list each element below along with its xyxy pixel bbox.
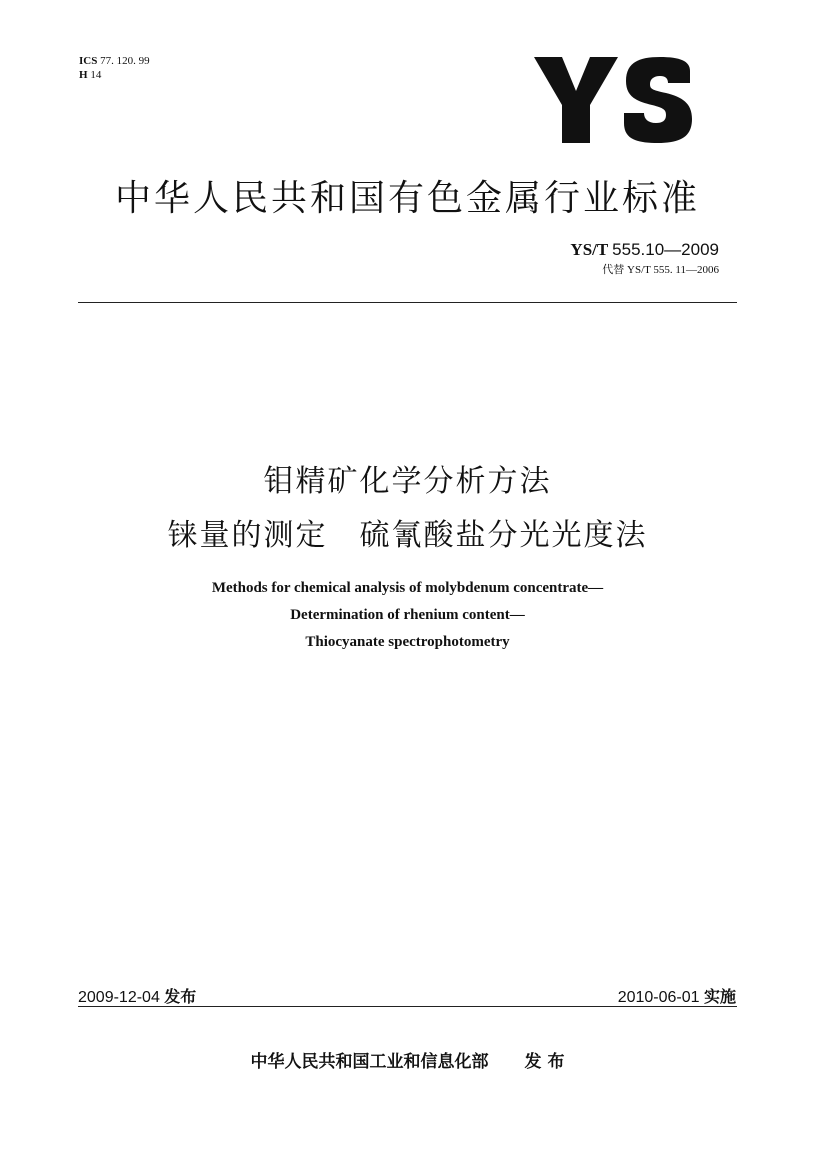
issue-label: 发布 [164, 987, 197, 1006]
ics-label: ICS [79, 55, 98, 67]
standard-digits: 555.10—2009 [612, 240, 719, 259]
issuer-name: 中华人民共和国工业和信息化部 [250, 1052, 489, 1072]
ccs-line [79, 68, 150, 82]
title-cn-line2: 铼量的测定 硫氰酸盐分光光度法 [167, 518, 648, 553]
issue-date: 2009-12-04 [78, 989, 160, 1006]
ics-line [79, 54, 150, 68]
effective-date-block [618, 984, 736, 1007]
standard-number [570, 240, 719, 260]
issuer-line [0, 1047, 815, 1072]
ys-logo-text: YS [532, 55, 534, 56]
issuer-action: 发 布 [524, 1052, 565, 1072]
ys-logo [532, 55, 694, 145]
ccs-label: H [79, 69, 88, 81]
issue-date-block [78, 984, 196, 1007]
title-cn-line1: 钼精矿化学分析方法 [263, 464, 552, 499]
ccs-code: 14 [90, 69, 102, 81]
replaces-standard: 代替 YS/T 555. 11—2006 [602, 264, 719, 276]
standard-prefix: YS/T [570, 240, 608, 259]
classification-codes [79, 54, 150, 82]
page-title: 中华人民共和国有色金属行业标准 [114, 178, 700, 219]
effective-label: 实施 [703, 987, 736, 1006]
standard-number-block [570, 240, 719, 277]
ics-code: 77. 120. 99 [100, 55, 150, 67]
title-en-line1: Methods for chemical analysis of molybdenum concentrate— [211, 580, 604, 596]
title-en-line2: Determination of rhenium content— [290, 607, 525, 623]
header-divider [78, 302, 737, 303]
effective-date: 2010-06-01 [617, 989, 700, 1006]
title-en-line3: Thiocyanate spectrophotometry [305, 634, 510, 650]
footer-divider [78, 1006, 737, 1007]
